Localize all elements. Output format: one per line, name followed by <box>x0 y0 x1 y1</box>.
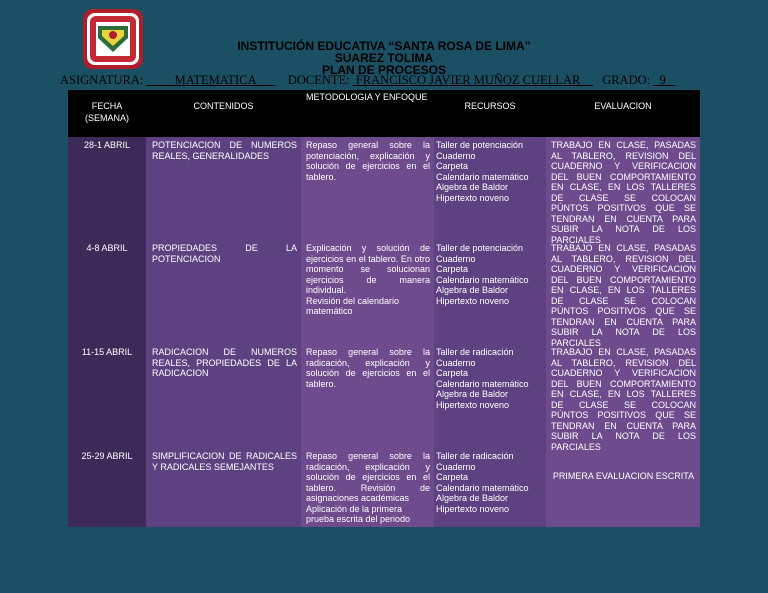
municipality-title: SUAREZ TOLIMA <box>334 51 434 65</box>
row1-contenidos: POTENCIACION DE NUMEROS REALES, GENERALIDADES <box>152 140 297 161</box>
list-item: Taller de potenciación <box>436 140 524 150</box>
row4-evaluacion: PRIMERA EVALUACION ESCRITA <box>552 471 695 481</box>
list-item: Hipertexto noveno <box>436 295 510 306</box>
institution-title: INSTITUCIÓN EDUCATIVA “SANTA ROSA DE LIMA” <box>237 39 531 53</box>
row1-metodologia: Repaso general sobre la potenciación, explicación y solución de ejercicios en el tablero. <box>306 140 430 182</box>
list-item: Calendario matemático <box>436 171 529 182</box>
list-item: Carpeta <box>436 264 469 274</box>
list-item: Taller de potenciación <box>436 243 524 253</box>
table-header-row <box>68 90 700 137</box>
grado-label: GRADO: <box>602 73 651 87</box>
row3-recursos <box>436 347 544 410</box>
list-item: Calendario matemático <box>436 378 529 389</box>
row1-fecha: 28-1 ABRIL <box>83 140 131 150</box>
list-item: Hipertexto noveno <box>436 399 510 410</box>
list-item: Cuaderno <box>436 253 476 264</box>
row3-fecha: 11-15 ABRIL <box>81 347 133 357</box>
column-fecha <box>68 137 146 527</box>
asignatura-value: MATEMATICA <box>174 73 257 87</box>
row2-recursos <box>436 243 544 306</box>
list-item: Hipertexto noveno <box>436 503 510 514</box>
list-item: Carpeta <box>436 472 469 482</box>
row2-metodologia: Explicación y solución de ejercicios en el tablero. En otro momento se solucionan ejercicios de manera individual. Revisión del calendario matemático <box>306 243 430 316</box>
row4-fecha: 25-29 ABRIL <box>81 451 133 461</box>
row4-recursos <box>436 451 544 514</box>
list-item: Carpeta <box>436 161 469 171</box>
row1-evaluacion: TRABAJO EN CLASE, PASADAS AL TABLERO, REVISION DEL CUADERNO Y VERIFICACION DEL BUEN COMPORTAMIENTO EN CLASE, EN LOS TALLERES DE CLASE SE COLOCAN PÚNTOS POSITIVOS QUE SE TENDRAN EN CUENTA PARA SUBIR LA NOTA DE LOS PARCIALES <box>551 140 696 245</box>
document-title: PLAN DE PROCESOS <box>321 63 447 77</box>
row4-metodologia: Repaso general sobre la radicación, explicación y solución de ejercicios en el tablero. Revisión de asignaciones académicas Aplicación de la primera prueba escrita del periodo <box>306 451 430 524</box>
row3-metodologia: Repaso general sobre la radicación, explicación y solución de ejercicios en el tablero. <box>306 347 430 389</box>
docente-label: DOCENTE: <box>287 73 350 87</box>
docente-value: FRANCISCO JAVIER MUÑOZ CUELLAR <box>355 73 581 87</box>
list-item: Hipertexto noveno <box>436 192 510 203</box>
list-item: Taller de radicación <box>436 451 514 461</box>
subject-line <box>60 73 760 88</box>
grado-value: 9 <box>659 73 666 87</box>
row2-evaluacion: TRABAJO EN CLASE, PASADAS AL TABLERO, REVISION DEL CUADERNO Y VERIFICACION DEL BUEN COMPORTAMIENTO EN CLASE, EN LOS TALLERES DE CLASE SE COLOCAN PÚNTOS POSITIVOS QUE SE TENDRAN EN CUENTA PARA SUBIR LA NOTA DE LOS PARCIALES <box>551 243 696 348</box>
row2-fecha: 4-8 ABRIL <box>86 243 128 253</box>
list-item: Cuaderno <box>436 150 476 161</box>
row2-contenidos: PROPIEDADES DE LA POTENCIACION <box>152 243 297 264</box>
list-item: Taller de radicación <box>436 347 514 357</box>
row3-contenidos: RADICACION DE NUMEROS REALES, PROPIEDADES DE LA RADICACION <box>152 347 297 378</box>
asignatura-label: ASIGNATURA: <box>60 73 144 87</box>
row1-recursos <box>436 140 544 203</box>
header-evaluacion: EVALUACION <box>594 101 652 111</box>
list-item: Cuaderno <box>436 357 476 368</box>
list-item: Carpeta <box>436 368 469 378</box>
list-item: Cuaderno <box>436 461 476 472</box>
list-item: Algebra de Baldor <box>436 182 509 192</box>
list-item: Calendario matemático <box>436 274 529 285</box>
header-contenidos: CONTENIDOS <box>193 101 254 111</box>
process-plan-table <box>68 90 700 527</box>
list-item: Calendario matemático <box>436 482 529 493</box>
header-metodologia: METODOLOGIA Y ENFOQUE <box>306 92 428 102</box>
list-item: Algebra de Baldor <box>436 493 509 503</box>
header-recursos: RECURSOS <box>464 101 516 111</box>
list-item: Algebra de Baldor <box>436 285 509 295</box>
header-fecha: FECHA (SEMANA) <box>84 101 129 123</box>
row3-evaluacion: TRABAJO EN CLASE, PASADAS AL TABLERO, REVISION DEL CUADERNO Y VERIFICACION DEL BUEN COMPORTAMIENTO EN CLASE, EN LOS TALLERES DE CLASE SE COLOCAN PÚNTOS POSITIVOS QUE SE TENDRAN EN CUENTA PARA SUBIR LA NOTA DE LOS PARCIALES <box>551 347 696 452</box>
list-item: Algebra de Baldor <box>436 389 509 399</box>
row4-contenidos: SIMPLIFICACION DE RADICALES Y RADICALES SEMEJANTES <box>152 451 297 472</box>
